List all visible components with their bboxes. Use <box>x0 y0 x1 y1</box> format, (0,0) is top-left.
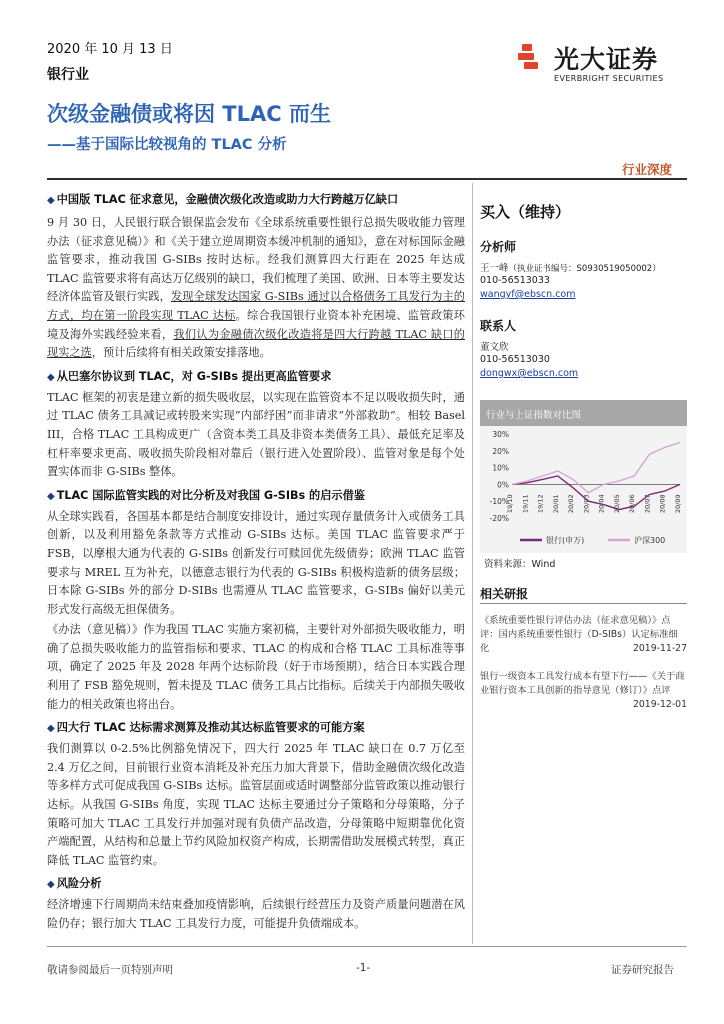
logo-bar-bottom <box>524 62 538 69</box>
related-report-date: 2019-12-01 <box>632 699 687 710</box>
related-report-item[interactable] <box>480 670 687 712</box>
section-paragraph: 9 月 30 日，人民银行联合银保监会发布《全球系统重要性银行总损失吸收能力管理办法（征求意见稿）》和《关于建立逆周期资本缓冲机制的通知》，意在对标国际金融监管要求，推动我国 G-SIBs 按时达标。经我们测算四大行距在 2025 年达成 TLAC 监管要求将有高达万亿级别的缺口，我们梳理了美国、欧洲、日本等主要发达经济体监管及银行实践，发现全球发达国家 G-SIBs 通过以合格债务工具发行为主的方式，均在第一阶段实现 TLAC 达标。综合我国银行业资本补充困境、监管政策环境及海外实践经验来看，我们认为金融债次级化改造将是四大行跨越 TLAC 缺口的现实之选，预计后续将有相关政策安排落地。 <box>47 216 465 360</box>
contact-heading: 联系人 <box>480 319 517 333</box>
x-tick-label: 20/05 <box>612 494 621 514</box>
chart-header <box>480 400 687 426</box>
logo-bar-mid <box>518 53 534 60</box>
page-number: -1- <box>356 962 371 974</box>
page-title: 次级金融债或将因 TLAC 而生 <box>47 102 331 126</box>
section-heading: ◆ 四大行 TLAC 达标需求测算及推动其达标监管要求的可能方案 <box>47 721 365 735</box>
footer-rule <box>47 946 687 947</box>
main-content <box>47 191 465 934</box>
diamond-bullet-icon: ◆ <box>47 195 55 206</box>
y-tick-label: -10% <box>489 497 509 507</box>
related-report-title: 《系统重要性银行评估办法（征求意见稿）》点评：国内系统重要性银行（D-SIBs）认定标准细化 <box>480 615 678 654</box>
related-report-date: 2019-11-27 <box>632 643 687 654</box>
legend-label: 沪深300 <box>634 536 666 545</box>
report-date: 2020 年 10 月 13 日 <box>47 42 173 57</box>
column-divider <box>472 183 473 944</box>
analyst-phone: 010-56513033 <box>480 275 550 286</box>
x-tick-label: 20/01 <box>551 494 560 514</box>
related-rule <box>480 603 687 604</box>
x-tick-label: 20/07 <box>643 494 652 514</box>
contact-email-link[interactable]: dongwx@ebscn.com <box>480 368 579 379</box>
sector-label: 银行业 <box>47 67 89 83</box>
series-line <box>512 442 680 492</box>
x-tick-label: 20/02 <box>567 494 576 514</box>
section-paragraph: TLAC 框架的初衷是建立新的损失吸收层，以实现在监管资本不足以吸收损失时，通过 TLAC 债务工具减记或转股来实现“内部纾困”而非请求“外部救助”。相较 Basel III，合格 TLAC 工具构成更广（含资本类工具及非资本类债务工具）、最低充足率及杠杆率要求更高、吸收损失阶段相对靠后（银行进入处置阶段）、监管对象是每个处置实体而非 G-SIBs 整体。 <box>47 390 465 479</box>
y-tick-label: 0% <box>497 480 509 490</box>
diamond-bullet-icon: ◆ <box>47 371 55 383</box>
section-paragraph: 《办法（意见稿）》作为我国 TLAC 实施方案初稿，主要针对外部损失吸收能力，明确了总损失吸收能力的监管指标和要求、TLAC 的构成和合格 TLAC 工具标准等事项，确定了 2025 年及 2028 年两个达标阶段（好于市场预期），结合日本实践合理利用了 FSB 豁免规则，暂未提及 TLAC 债务工具占比指标。后续关于内部损失吸收能力的相关政策也将出台。 <box>47 623 465 711</box>
logo-bar-top <box>522 44 532 51</box>
legend-label: 银行(申万) <box>546 536 585 545</box>
y-tick-label: 30% <box>492 430 509 439</box>
report-type-label: 行业深度 <box>622 162 673 177</box>
x-tick-label: 20/08 <box>658 494 667 514</box>
section-heading: ◆ TLAC 国际监管实践的对比分析及对我国 G-SIBs 的启示借鉴 <box>47 488 365 502</box>
section-paragraph: 经济增速下行周期尚未结束叠加疫情影响，后续银行经营压力及资产质量问题潜在风险仍存；银行加大 TLAC 工具发行力度，可能提升负债端成本。 <box>47 898 465 930</box>
comparison-chart <box>480 400 687 553</box>
header-rule <box>47 178 687 180</box>
line-chart <box>480 426 687 553</box>
y-tick-label: 10% <box>492 463 509 473</box>
logo-english-name: EVERBRIGHT SECURITIES <box>554 74 664 83</box>
x-tick-label: 19/11 <box>521 494 530 514</box>
footer-disclaimer: 敬请参阅最后一页特别声明 <box>47 964 173 976</box>
logo-chinese-name: 光大证券 <box>554 45 659 74</box>
diamond-bullet-icon: ◆ <box>47 490 55 502</box>
analyst-heading: 分析师 <box>480 240 517 254</box>
x-tick-label: 20/03 <box>582 494 591 514</box>
related-report-item[interactable] <box>480 614 687 656</box>
related-reports-heading: 相关研报 <box>480 587 529 601</box>
y-tick-label: -20% <box>489 514 509 523</box>
diamond-bullet-icon: ◆ <box>47 723 55 735</box>
section-heading: ◆ 从巴塞尔协议到 TLAC，对 G-SIBs 提出更高监管要求 <box>47 369 332 383</box>
x-tick-label: 20/04 <box>597 494 606 514</box>
section-paragraph: 我们测算以 0-2.5%比例豁免情况下，四大行 2025 年 TLAC 缺口在 0.7 万亿至 2.4 万亿之间，目前银行业资本消耗及补充压力加大背景下，借助金融债次级化改造等多样方式可促成我国 G-SIBs 达标。监管层面或适时调整部分监管政策以推动银行达标。从我国 G-SIBs 角度，实现 TLAC 达标主要通过分子策略和分母策略，分子策略可加大 TLAC 工具发行并加强对现有负债产品改造，分母策略中短期靠优化资产端配置，从结构和总量上节约风险加权资产构成，长期需借助发展模式转型，真正降低 TLAC 监管约束。 <box>47 742 465 867</box>
section-heading: ◆ 风险分析 <box>47 877 102 891</box>
y-tick-label: 20% <box>492 446 509 456</box>
analyst-cert: （执业证书编号：S0930519050002） <box>508 264 661 274</box>
section-paragraph: 从全球实践看，各国基本都是结合制度安排设计，通过实现存量债务计入或债务工具创新，以及利用豁免条款等方式推动 G-SIBs 达标。美国 TLAC 监管要求严于 FSB，以摩根大通为代表的 G-SIBs 创新发行可赎回优先级债券；欧洲 TLAC 监管要求与 MREL 互为补充，以德意志银行为代表的 G-SIBs 积极构造新的债务层级；日本除 G-SIBs 外的部分 D-SIBs 也需遵从 TLAC 监管要求，G-SIBs 偏好以美元形式发行高级无担保债务。 <box>47 509 465 616</box>
contact-name: 董文欣 <box>480 342 509 353</box>
rating-label: 买入（维持） <box>480 203 571 221</box>
x-tick-label: 19/10 <box>506 494 514 514</box>
related-report-title: 银行一级资本工具发行成本有望下行——《关于商业银行资本工具创新的指导意见（修订）》点评 <box>480 671 685 696</box>
section-heading: ◆ 中国版 TLAC 征求意见，金融债次级化改造或助力大行跨越万亿缺口 <box>47 193 399 206</box>
chart-source: 资料来源：Wind <box>484 559 556 570</box>
x-tick-label: 19/12 <box>536 494 545 514</box>
logo-mark-icon <box>516 42 544 72</box>
contact-phone: 010-56513030 <box>480 354 550 365</box>
x-tick-label: 20/09 <box>674 494 682 514</box>
analyst-info <box>480 260 661 274</box>
analyst-email-link[interactable]: wangyf@ebscn.com <box>480 289 576 300</box>
page-subtitle: ——基于国际比较视角的 TLAC 分析 <box>47 137 287 153</box>
company-logo <box>516 40 686 96</box>
diamond-bullet-icon: ◆ <box>47 879 55 891</box>
x-tick-label: 20/06 <box>628 494 637 514</box>
chart-title: 行业与上证指数对比图 <box>486 410 582 421</box>
analyst-name: 王一峰 <box>480 263 509 274</box>
footer-report-type: 证券研究报告 <box>611 964 674 976</box>
